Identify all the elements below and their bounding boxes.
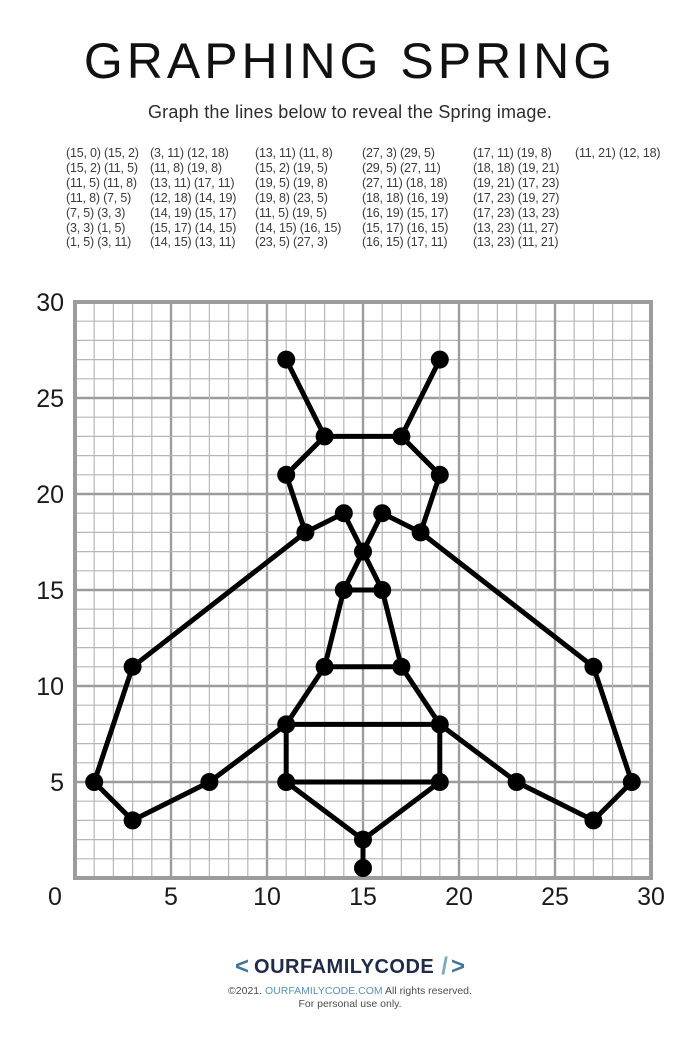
- coordinate-pair: (7, 5) (3, 3): [66, 205, 126, 220]
- graph-point: [373, 581, 391, 599]
- graph-svg: [20, 288, 680, 916]
- coordinate-column: [66, 146, 139, 250]
- graph-segment: [421, 475, 440, 533]
- graph-point: [354, 831, 372, 849]
- graph-point: [431, 351, 449, 369]
- coordinate-pair: (15, 0) (15, 2): [66, 146, 139, 160]
- coordinate-pair: (12, 18) (14, 19): [150, 190, 237, 205]
- graph-point: [85, 773, 103, 791]
- website-link[interactable]: OURFAMILYCODE.COM: [264, 985, 383, 997]
- x-axis-tick-label: 5: [164, 883, 178, 911]
- coordinate-pair: (13, 11) (11, 8): [255, 146, 333, 160]
- coordinate-pair: (3, 3) (1, 5): [66, 220, 126, 235]
- graph-point: [623, 773, 641, 791]
- slash-icon: /: [441, 953, 448, 980]
- coordinate-pair: (19, 21) (17, 23): [473, 175, 560, 190]
- y-axis-tick-label: 10: [36, 673, 64, 701]
- coordinate-pair: (18, 18) (16, 19): [362, 190, 449, 205]
- coordinate-pair: (16, 15) (17, 11): [362, 235, 448, 250]
- copyright-prefix: ©2021.: [228, 985, 265, 997]
- coordinate-pair: (16, 19) (15, 17): [362, 205, 449, 220]
- coordinate-pair: (11, 5) (11, 8): [66, 175, 137, 190]
- coordinate-pair: (14, 15) (16, 15): [255, 220, 342, 235]
- graph-point: [277, 715, 295, 733]
- x-axis-tick-label: 30: [637, 883, 665, 911]
- graph-point: [392, 658, 410, 676]
- graph-point: [431, 466, 449, 484]
- coordinate-pair: (27, 11) (18, 18): [362, 175, 448, 190]
- graph-point: [392, 427, 410, 445]
- coordinate-pair: (13, 11) (17, 11): [150, 175, 235, 190]
- y-axis-tick-label: 15: [36, 577, 64, 605]
- coordinate-column: [362, 146, 448, 250]
- coordinate-pair: (29, 5) (27, 11): [362, 160, 441, 175]
- x-axis-tick-label: 25: [541, 883, 569, 911]
- right-angle-bracket-icon: >: [450, 953, 465, 980]
- coordinate-column: [255, 146, 341, 250]
- graph-point: [277, 466, 295, 484]
- coordinate-pair: (11, 21) (12, 18): [575, 146, 661, 160]
- coordinate-pair: (17, 11) (19, 8): [473, 146, 552, 160]
- coordinate-pair: (1, 5) (3, 11): [66, 235, 132, 250]
- y-axis-tick-label: 5: [50, 769, 64, 797]
- graph-point: [431, 773, 449, 791]
- brand-logo: [0, 952, 700, 982]
- y-axis-tick-label: 30: [36, 289, 64, 317]
- graph-point: [335, 581, 353, 599]
- coordinate-pair: (3, 11) (12, 18): [150, 146, 229, 160]
- graph-point: [277, 773, 295, 791]
- coordinate-list: [0, 146, 700, 256]
- graph-point: [354, 543, 372, 561]
- coordinate-column: [575, 146, 660, 161]
- graph-point: [508, 773, 526, 791]
- copyright-text: [0, 985, 700, 997]
- x-axis-tick-label: 0: [48, 883, 62, 911]
- coordinate-pair: (17, 23) (19, 27): [473, 190, 560, 205]
- page-subtitle: Graph the lines below to reveal the Spring image.: [147, 102, 553, 122]
- graph-point: [431, 715, 449, 733]
- graph-point: [124, 811, 142, 829]
- left-angle-bracket-icon: <: [235, 953, 250, 980]
- coordinate-pair: (15, 2) (11, 5): [66, 160, 138, 175]
- coordinate-pair: (19, 8) (23, 5): [255, 190, 328, 205]
- coordinate-pair: (17, 23) (13, 23): [473, 205, 560, 220]
- graph-point: [316, 658, 334, 676]
- graph-point: [412, 523, 430, 541]
- graph-point: [200, 773, 218, 791]
- coordinate-pair: (15, 2) (19, 5): [255, 160, 328, 175]
- coordinate-pair: (15, 17) (16, 15): [362, 220, 449, 235]
- graph-point: [335, 504, 353, 522]
- coordinate-pair: (14, 15) (13, 11): [150, 235, 236, 250]
- coordinate-pair: (14, 19) (15, 17): [150, 205, 237, 220]
- x-axis-tick-label: 10: [253, 883, 281, 911]
- coordinate-grid: [20, 288, 680, 916]
- coordinate-pair: (11, 8) (19, 8): [150, 160, 222, 175]
- coordinate-column: [473, 146, 559, 250]
- coordinate-pair: (18, 18) (19, 21): [473, 160, 560, 175]
- y-axis-tick-label: 20: [36, 481, 64, 509]
- coordinate-pair: (23, 5) (27, 3): [255, 235, 328, 250]
- graph-point: [584, 658, 602, 676]
- y-axis-tick-label: 25: [36, 385, 64, 413]
- x-axis-tick-label: 20: [445, 883, 473, 911]
- graph-segment: [421, 532, 594, 666]
- coordinate-column: [150, 146, 236, 250]
- coordinate-pair: (11, 5) (19, 5): [255, 205, 327, 220]
- graph-segment: [133, 532, 306, 666]
- coordinate-pair: (13, 23) (11, 27): [473, 220, 559, 235]
- page-title: GRAPHING SPRING: [83, 33, 617, 89]
- graph-point: [316, 427, 334, 445]
- x-axis-tick-label: 15: [349, 883, 377, 911]
- graph-point: [296, 523, 314, 541]
- coordinate-pair: (13, 23) (11, 21): [473, 235, 559, 250]
- graph-point: [354, 859, 372, 877]
- graph-point: [124, 658, 142, 676]
- coordinate-pair: (15, 17) (14, 15): [150, 220, 237, 235]
- coordinate-pair: (19, 5) (19, 8): [255, 175, 328, 190]
- copyright-suffix: All rights reserved.: [382, 985, 472, 997]
- graph-point: [277, 351, 295, 369]
- coordinate-pair: (27, 3) (29, 5): [362, 146, 435, 160]
- graph-point: [373, 504, 391, 522]
- personal-use-text: For personal use only.: [298, 998, 402, 1010]
- footer: [0, 952, 700, 1010]
- coordinate-pair: (11, 8) (7, 5): [66, 190, 132, 205]
- graph-point: [584, 811, 602, 829]
- brand-name: OURFAMILYCODE: [254, 955, 435, 978]
- graph-segment: [286, 475, 305, 533]
